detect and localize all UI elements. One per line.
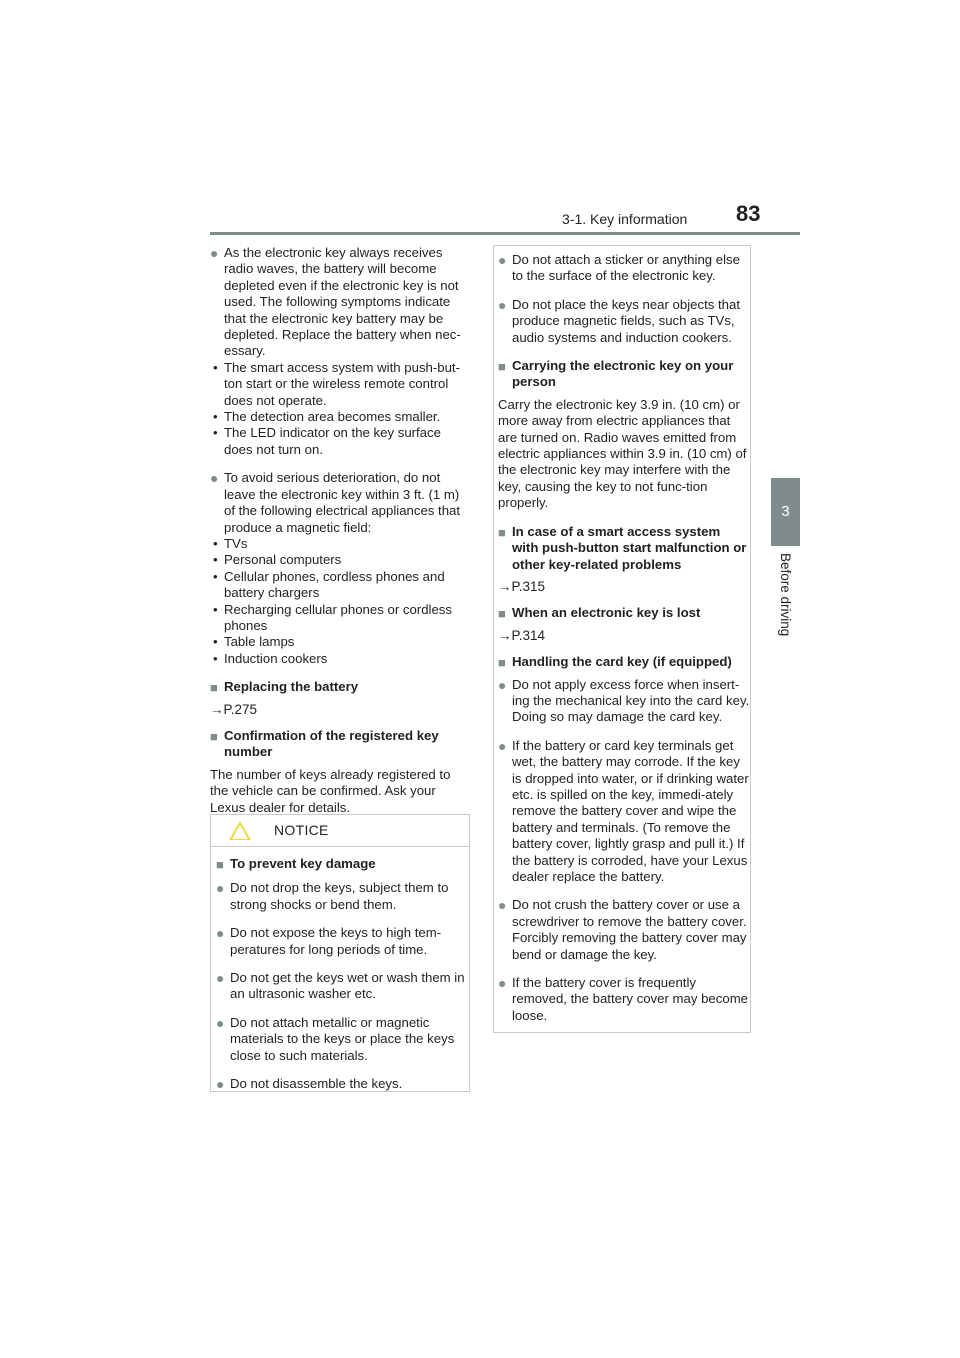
list-item: ● Do not disassemble the keys.	[216, 1076, 403, 1093]
section-heading: ■ Replacing the battery	[210, 679, 359, 696]
square-icon: ■	[498, 524, 506, 540]
sub-dot-icon: •	[213, 359, 218, 375]
sub-list	[210, 360, 470, 458]
square-icon: ■	[210, 680, 218, 696]
bullet-icon: ●	[498, 296, 507, 313]
sub-dot-icon: •	[213, 601, 218, 617]
list-item: ● Do not get the keys wet or wash them in an ultrasonic washer etc.	[216, 970, 465, 1002]
list-item: ● Do not attach metallic or magnetic materials to the keys or place the keys close to such materials.	[216, 1014, 455, 1063]
list-item	[210, 245, 470, 458]
bullet-icon: ●	[498, 676, 507, 693]
list-item: ● Do not crush the battery cover or use a screwdriver to remove the battery cover. Forcibly removing the battery cover may bend or damage the key.	[498, 897, 747, 962]
sub-item: • Recharging cellular phones or cordless phones	[213, 601, 452, 633]
page-reference: →P.315	[498, 578, 546, 594]
sub-item: • Cellular phones, cordless phones and battery chargers	[213, 568, 445, 601]
page-number: 83	[736, 201, 761, 226]
left-column	[210, 245, 470, 828]
sub-list	[210, 536, 470, 667]
list-item: ● Do not drop the keys, subject them to strong shocks or bend them.	[216, 880, 449, 912]
sub-dot-icon: •	[213, 425, 218, 441]
sub-dot-icon: •	[213, 634, 218, 650]
notice-title: NOTICE	[274, 822, 329, 838]
section-heading: ■ When an electronic key is lost	[498, 605, 701, 622]
bullet-icon: ●	[216, 1014, 225, 1031]
section-heading: ■ Confirmation of the registered key number	[210, 727, 439, 760]
square-icon: ■	[498, 359, 506, 375]
bullet-icon: ●	[216, 970, 225, 987]
sub-item: • Table lamps	[213, 634, 295, 650]
section-heading: ■ Handling the card key (if equipped)	[498, 654, 732, 671]
bullet-text: To avoid serious deterioration, do not leave the electronic key within 3 ft. (1 m) of the following electrical appliances that produce a magnetic field:	[224, 470, 461, 535]
header-rule	[210, 232, 800, 235]
sub-item: • TVs	[213, 535, 248, 551]
sub-dot-icon: •	[213, 535, 218, 551]
square-icon: ■	[498, 655, 506, 671]
page-reference: →P.314	[498, 627, 546, 643]
notice-box	[210, 814, 470, 1092]
bullet-icon: ●	[498, 252, 507, 268]
paragraph: The number of keys already registered to the vehicle can be confirmed. Ask your Lexus dealer for details.	[210, 766, 451, 815]
sub-item: • Personal computers	[213, 552, 342, 568]
bullet-text: As the electronic key always receives radio waves, the battery will become depleted even if the electronic key is not used. The following symptoms indicate that the electronic key battery may be depleted. Replace the battery when nec-essary.	[224, 245, 461, 359]
page-reference: →P.275	[210, 701, 258, 717]
bullet-icon: ●	[498, 897, 507, 914]
bullet-icon: ●	[216, 1076, 225, 1093]
bullet-icon: ●	[210, 470, 219, 487]
section-heading: ■ Carrying the electronic key on your person	[498, 358, 734, 390]
chapter-tab: 3	[771, 478, 800, 546]
chapter-label: Before driving	[778, 553, 793, 637]
bullet-icon: ●	[210, 245, 219, 261]
list-item: ● Do not attach a sticker or anything else to the surface of the electronic key.	[498, 252, 740, 284]
sub-dot-icon: •	[213, 552, 218, 568]
paragraph: Carry the electronic key 3.9 in. (10 cm) or more away from electric appliances that are turned on. Radio waves emitted from electric appliances within 3.9 in. (10 cm) of the electronic key may interfere with the key, causing the key to not func-tion properly.	[498, 396, 747, 511]
bullet-icon: ●	[498, 975, 507, 992]
bullet-icon: ●	[498, 737, 507, 754]
sub-item: • The detection area becomes smaller.	[213, 409, 441, 425]
list-item: ● If the battery cover is frequently removed, the battery cover may become loose.	[498, 975, 749, 1023]
sub-item: • Induction cookers	[213, 650, 328, 666]
list-item	[210, 470, 470, 667]
list-item: ● If the battery or card key terminals get wet, the battery may corrode. If the key is dropped into water, or if drinking water etc. is spilled on the key, immedi-ately remove the battery cover and wipe the battery and terminals. (To remove the battery cover, lightly grasp and pull it.) If the battery is corroded, have your Lexus dealer replace the battery.	[498, 737, 749, 884]
sub-dot-icon: •	[213, 409, 218, 425]
list-item: ● Do not apply excess force when insert-ing the mechanical key into the card key. Doing so may damage the card key.	[498, 676, 750, 725]
bullet-icon: ●	[216, 880, 225, 897]
list-item: ● Do not expose the keys to high tem-peratures for long periods of time.	[216, 925, 442, 957]
section-title: 3-1. Key information	[562, 211, 688, 227]
list-item: ● Do not place the keys near objects that produce magnetic fields, such as TVs, audio systems and induction cookers.	[498, 296, 740, 345]
section-heading: ■ In case of a smart access system with push-button start malfunction or other key-related problems	[498, 523, 747, 572]
square-icon: ■	[498, 606, 506, 622]
sub-dot-icon: •	[213, 568, 218, 584]
notice-header	[211, 815, 469, 847]
right-notice-box	[493, 245, 751, 1033]
square-icon: ■	[210, 728, 218, 744]
section-heading: ■ To prevent key damage	[216, 856, 376, 872]
sub-dot-icon: •	[213, 650, 218, 666]
square-icon: ■	[216, 857, 224, 872]
notice-body	[216, 847, 469, 1092]
sub-item: • The LED indicator on the key surface does not turn on.	[213, 425, 441, 457]
bullet-icon: ●	[216, 925, 225, 942]
sub-item: • The smart access system with push-but-ton start or the wireless remote control does not operate.	[213, 359, 460, 408]
